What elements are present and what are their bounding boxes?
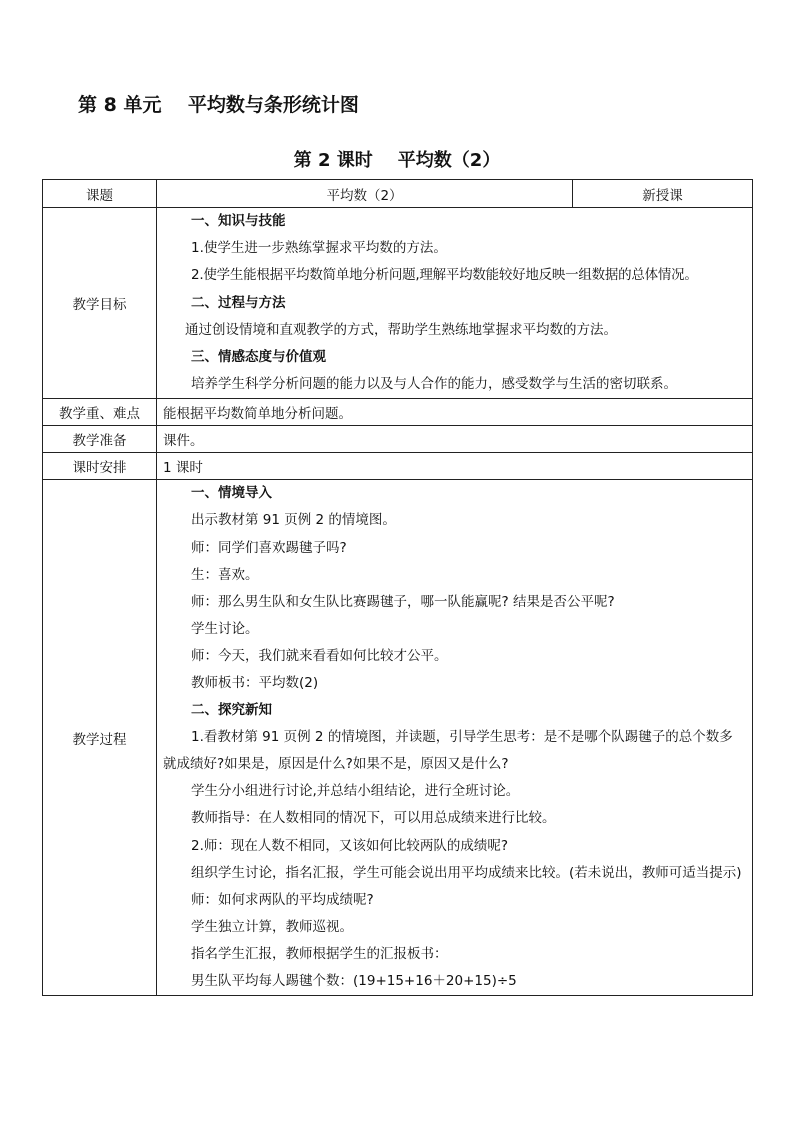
process-row bbox=[43, 480, 753, 996]
objective-line: 1.使学生进一步熟练掌握求平均数的方法。 bbox=[191, 240, 447, 257]
process-line: 教师板书：平均数(2) bbox=[191, 674, 319, 691]
lesson-type: 新授课 bbox=[573, 180, 753, 208]
process-paragraph: 组织学生讨论，指名汇报，学生可能会说出用平均成绩来比较。(若未说出，教师可适当提示) bbox=[191, 864, 742, 881]
key-points-value bbox=[157, 399, 753, 426]
unit-title: 第 8 单元 平均数与条形统计图 bbox=[78, 94, 359, 116]
schedule-text: 1 课时 bbox=[163, 460, 203, 477]
key-points-row bbox=[43, 399, 753, 426]
topic-label: 课题 bbox=[43, 180, 157, 208]
schedule-row bbox=[43, 453, 753, 480]
lesson-plan-table bbox=[42, 179, 753, 996]
process-line: 师：如何求两队的平均成绩呢? bbox=[191, 891, 374, 908]
schedule-value bbox=[157, 453, 753, 480]
schedule-label: 课时安排 bbox=[43, 453, 157, 480]
preparation-label: 教学准备 bbox=[43, 426, 157, 453]
process-line: 学生分小组进行讨论,并总结小组结论，进行全班讨论。 bbox=[191, 783, 520, 800]
objectives-label: 教学目标 bbox=[43, 208, 157, 399]
process-line: 出示教材第 91 页例 2 的情境图。 bbox=[191, 512, 396, 529]
objective-line: 通过创设情境和直观教学的方式，帮助学生熟练地掌握求平均数的方法。 bbox=[185, 321, 617, 338]
objective-heading: 三、情感态度与价值观 bbox=[191, 348, 326, 365]
process-paragraph: 1.看教材第 91 页例 2 的情境图，并读题，引导学生思考：是不是哪个队踢毽子的总个数多就成绩好?如果是，原因是什么?如果不是，原因又是什么? bbox=[163, 729, 733, 773]
objective-line: 2.使学生能根据平均数简单地分析问题,理解平均数能较好地反映一组数据的总体情况。 bbox=[191, 267, 698, 284]
objectives-row bbox=[43, 208, 753, 399]
key-points-text: 能根据平均数简单地分析问题。 bbox=[163, 406, 352, 423]
objective-heading: 一、知识与技能 bbox=[191, 213, 286, 229]
objective-line: 培养学生科学分析问题的能力以及与人合作的能力，感受数学与生活的密切联系。 bbox=[191, 376, 677, 393]
process-line: 生：喜欢。 bbox=[191, 566, 259, 583]
process-label: 教学过程 bbox=[43, 480, 157, 996]
process-line: 指名学生汇报，教师根据学生的汇报板书： bbox=[191, 945, 448, 962]
header-row bbox=[43, 180, 753, 208]
process-line: 学生讨论。 bbox=[191, 620, 259, 637]
lesson-title: 第 2 课时 平均数（2） bbox=[293, 150, 501, 171]
process-line: 教师指导：在人数相同的情况下，可以用总成绩来进行比较。 bbox=[191, 810, 556, 827]
process-line: 男生队平均每人踢毽个数：(19+15+16＋20+15)÷5 bbox=[191, 973, 517, 989]
process-line: 师：那么男生队和女生队比赛踢毽子，哪一队能赢呢? 结果是否公平呢? bbox=[191, 593, 615, 610]
process-line: 师：同学们喜欢踢毽子吗? bbox=[191, 539, 347, 556]
preparation-text: 课件。 bbox=[163, 433, 204, 450]
process-heading: 一、情境导入 bbox=[191, 485, 272, 502]
topic-value: 平均数（2） bbox=[157, 180, 573, 208]
objectives-content bbox=[157, 208, 753, 399]
process-heading: 二、探究新知 bbox=[191, 702, 272, 719]
preparation-row bbox=[43, 426, 753, 453]
process-line: 学生独立计算，教师巡视。 bbox=[191, 918, 353, 935]
preparation-value bbox=[157, 426, 753, 453]
process-line: 师：今天，我们就来看看如何比较才公平。 bbox=[191, 647, 448, 664]
process-line: 2.师：现在人数不相同，又该如何比较两队的成绩呢? bbox=[191, 837, 509, 854]
process-content bbox=[157, 480, 753, 996]
objective-heading: 二、过程与方法 bbox=[191, 294, 286, 311]
key-points-label: 教学重、难点 bbox=[43, 399, 157, 426]
